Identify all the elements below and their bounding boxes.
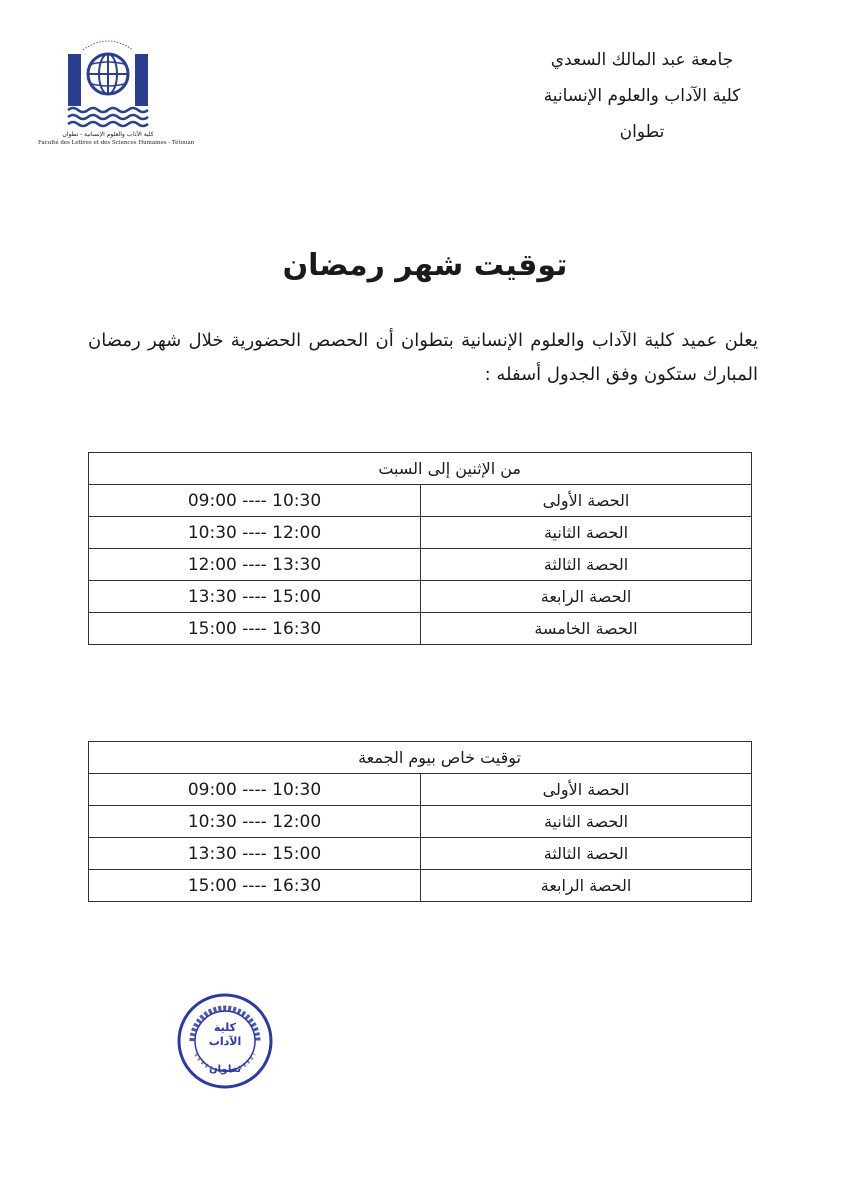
time-cell: 15:00 ---- 16:30: [89, 613, 421, 645]
time-cell: 09:00 ---- 10:30: [89, 485, 421, 517]
time-cell: 10:30 ---- 12:00: [89, 517, 421, 549]
stamp-center-text: [176, 1021, 274, 1049]
table-row: [89, 774, 752, 806]
period-cell: الحصة الأولى: [421, 774, 752, 806]
city-name: تطوان: [619, 122, 665, 142]
institution-header: [492, 42, 792, 150]
faculty-logo: [38, 30, 195, 155]
table-row: [89, 549, 752, 581]
table-row: [89, 838, 752, 870]
period-cell: الحصة الثالثة: [421, 838, 752, 870]
announcement-text: يعلن عميد كلية الآداب والعلوم الإنسانية بتطوان أن الحصص الحضورية خلال شهر رمضان المبارك ستكون وفق الجدول أسفله :: [88, 330, 758, 385]
university-name: جامعة عبد المالك السعدي: [550, 50, 734, 70]
time-cell: 13:30 ---- 15:00: [89, 838, 421, 870]
table-header-row: [89, 453, 752, 485]
faculty-emblem-icon: [38, 30, 178, 135]
stamp-bottom-text: تطوان: [209, 1064, 241, 1075]
time-cell: 12:00 ---- 13:30: [89, 549, 421, 581]
period-cell: الحصة الرابعة: [421, 870, 752, 902]
time-cell: 15:00 ---- 16:30: [89, 870, 421, 902]
table-row: [89, 806, 752, 838]
period-cell: الحصة الثانية: [421, 806, 752, 838]
page-title: توقيت شهر رمضان: [282, 248, 568, 283]
period-cell: الحصة الثالثة: [421, 549, 752, 581]
friday-schedule-heading: توقيت خاص بيوم الجمعة: [89, 742, 752, 774]
table-row: [89, 581, 752, 613]
faculty-name: كلية الآداب والعلوم الإنسانية: [543, 86, 741, 106]
table-row: [89, 485, 752, 517]
official-stamp: [176, 992, 274, 1090]
time-cell: 10:30 ---- 12:00: [89, 806, 421, 838]
table-row: [89, 613, 752, 645]
friday-schedule-table: [88, 741, 752, 902]
stamp-line-2: الآداب: [208, 1035, 242, 1048]
period-cell: الحصة الثانية: [421, 517, 752, 549]
period-cell: الحصة الرابعة: [421, 581, 752, 613]
period-cell: الحصة الأولى: [421, 485, 752, 517]
weekday-schedule-table: [88, 452, 752, 645]
time-cell: 13:30 ---- 15:00: [89, 581, 421, 613]
table-row: [89, 870, 752, 902]
weekday-schedule-heading: من الإثنين إلى السبت: [89, 453, 752, 485]
stamp-line-1: كلية: [213, 1021, 237, 1034]
logo-arabic-caption: كلية الآداب والعلوم الإنسانية - تطوان: [62, 131, 154, 138]
time-cell: 09:00 ---- 10:30: [89, 774, 421, 806]
table-header-row: [89, 742, 752, 774]
period-cell: الحصة الخامسة: [421, 613, 752, 645]
logo-french-caption: Faculté des Lettres et des Sciences Humaines - Tétouan: [38, 140, 195, 146]
table-row: [89, 517, 752, 549]
